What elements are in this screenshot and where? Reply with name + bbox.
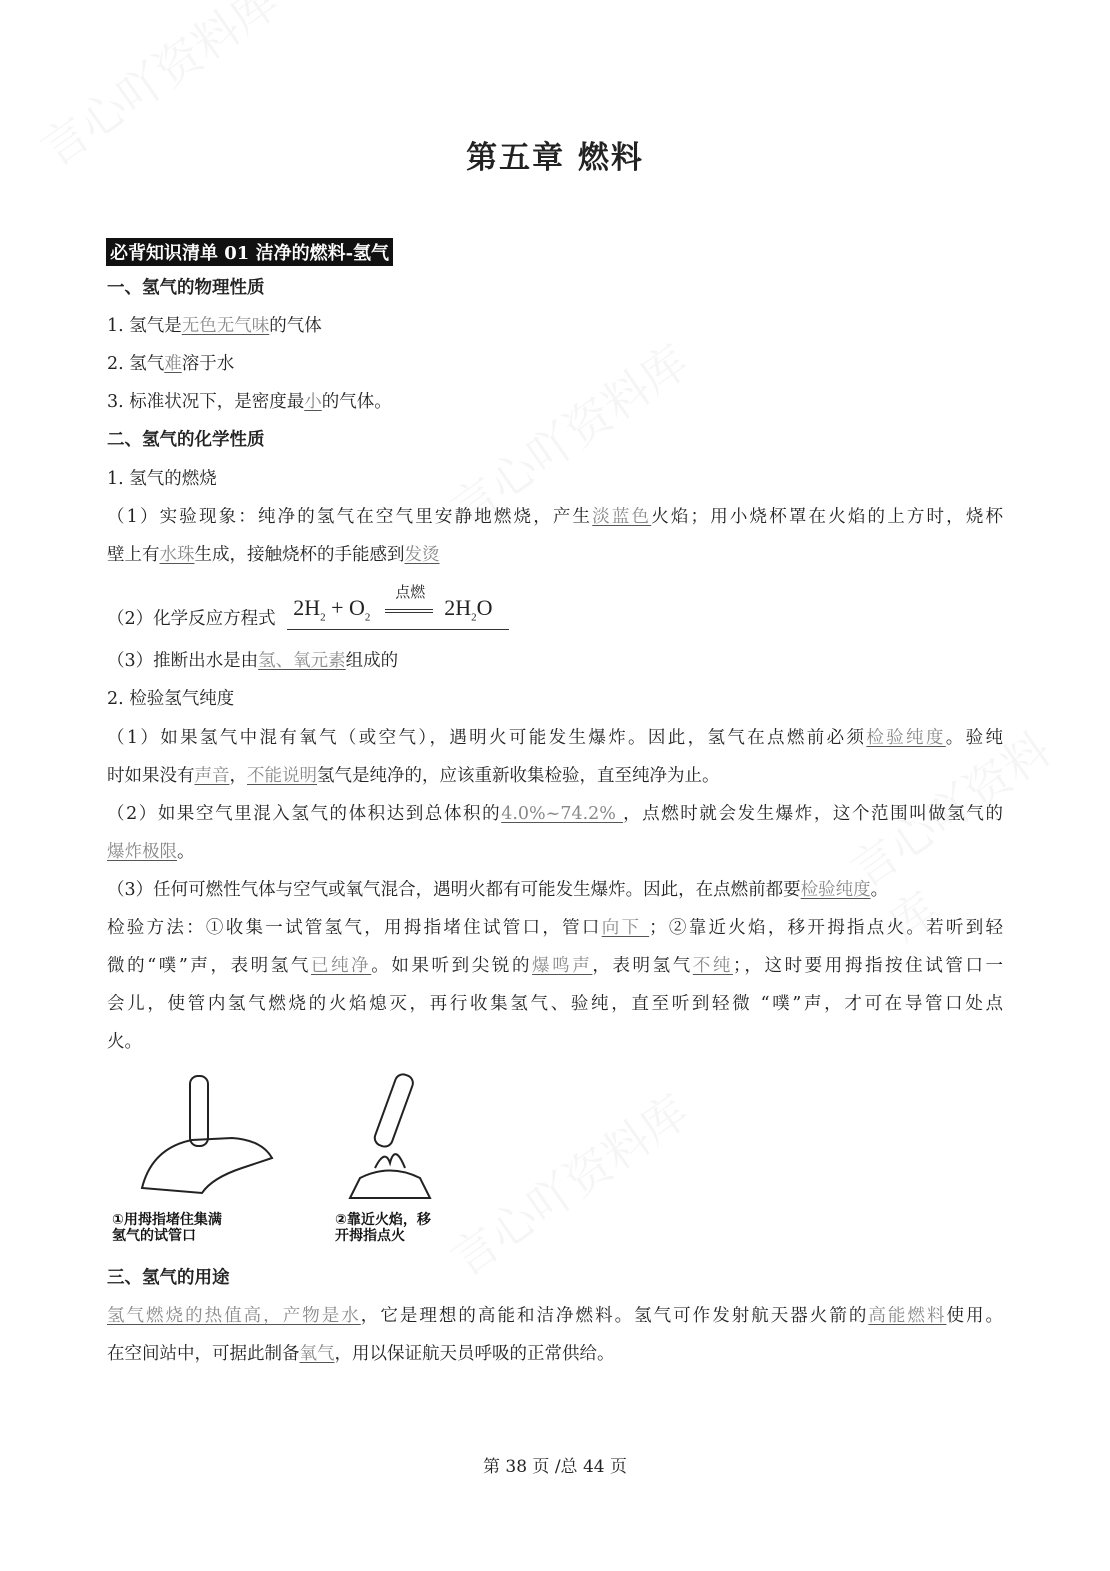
text-segment: 。: [870, 880, 889, 900]
section-heading: [107, 276, 1003, 300]
eq-sub: 2: [320, 611, 326, 624]
text-segment: 火。: [107, 1032, 142, 1052]
text-segment: 三、氢气的用途: [107, 1268, 230, 1288]
figure-caption: ②靠近火焰，移: [335, 1212, 431, 1228]
text-segment: 时如果没有: [107, 766, 195, 786]
text-segment: ，用以保证航天员呼吸的正常供给。: [334, 1344, 615, 1364]
text-segment: ；②靠近火焰，移开拇指点火。若听到轻: [649, 918, 1004, 938]
hand-tube-illustration: [112, 1068, 282, 1208]
text-segment: 1. 氢气是: [107, 316, 182, 336]
text-segment: 壁上有: [107, 545, 160, 565]
flame-tube-illustration: [335, 1068, 475, 1208]
text-line: [107, 505, 1003, 529]
figure-near-flame: [335, 1068, 475, 1244]
answer-blank: 高能燃料: [868, 1306, 947, 1326]
eq-arrow: [385, 609, 433, 613]
eq-o: O: [476, 595, 493, 620]
text-segment: （2）如果空气里混入氢气的体积达到总体积的: [107, 804, 502, 824]
section-heading: [107, 428, 1003, 452]
answer-blank: 4.0%~74.2%: [501, 804, 624, 824]
text-segment: ，表明氢气: [592, 956, 693, 976]
figure-caption: ①用拇指堵住集满: [112, 1212, 222, 1228]
answer-blank: 氧气: [299, 1344, 335, 1364]
text-segment: 2. 检验氢气纯度: [107, 689, 235, 709]
answer-blank: 不能说明: [247, 766, 317, 786]
text-segment: （3）推断出水是由: [107, 651, 259, 671]
text-segment: ；，这时要用拇指按住试管口一: [733, 956, 1004, 976]
text-segment: 的气体: [269, 316, 322, 336]
text-line: [107, 878, 1003, 902]
eq-h2: 2H: [293, 595, 321, 620]
text-line: [107, 916, 1003, 940]
text-segment: 使用。: [946, 1306, 1004, 1326]
text-segment: （1）如果氢气中混有氧气（或空气），遇明火可能发生爆炸。因此，氢气在点燃前必须: [107, 728, 867, 748]
eq-o2: + O: [325, 595, 365, 620]
text-segment: 3. 标准状况下，是密度最: [107, 392, 305, 412]
answer-blank: 检验纯度: [866, 728, 946, 748]
answer-blank: 氢气燃烧的热值高，产物是水: [107, 1306, 361, 1326]
text-segment: 。: [177, 842, 195, 862]
answer-blank: 爆鸣声: [532, 956, 593, 976]
chemical-equation: [287, 583, 509, 630]
text-line: [107, 390, 1003, 414]
text-line: [107, 543, 1003, 567]
eq-condition: 点燃: [395, 583, 426, 601]
text-line: [107, 1342, 1003, 1366]
section-heading: [107, 1266, 1003, 1290]
page-footer: 第 38 页 /总 44 页: [482, 1457, 627, 1477]
text-segment: 的气体。: [321, 392, 392, 412]
answer-blank: 检验纯度: [800, 880, 871, 900]
text-segment: 生成，接触烧杯的手能感到: [194, 545, 405, 565]
text-segment: 氢气是纯净的，应该重新收集检验，直至纯净为止。: [317, 766, 720, 786]
text-line: [107, 1030, 1003, 1054]
text-segment: ，它是理想的高能和洁净燃料。氢气可作发射航天器火箭的: [360, 1306, 869, 1326]
figure-caption: 开拇指点火: [335, 1228, 405, 1244]
text-segment: ，: [229, 766, 247, 786]
text-segment: （3）任何可燃性气体与空气或氧气混合，遇明火都有可能发生爆炸。因此，在点燃前都要: [107, 880, 801, 900]
answer-blank: 小: [304, 392, 322, 412]
text-line: [107, 992, 1003, 1016]
eq-h2o: 2H: [444, 595, 472, 620]
text-line: [107, 764, 1003, 788]
text-segment: 1. 氢气的燃烧: [107, 469, 217, 489]
answer-blank: 声音: [194, 766, 230, 786]
text-line: [107, 649, 1003, 673]
text-segment: 会儿，使管内氢气燃烧的火焰熄灭，再行收集氢气、验纯，直至听到轻微 “噗”声，才可在导管口处点: [107, 994, 1003, 1014]
figure-caption: 氢气的试管口: [112, 1228, 196, 1244]
section-banner: 必背知识清单 01 洁净的燃料-氢气: [106, 238, 393, 266]
text-segment: 微的“噗”声，表明氢气: [107, 956, 311, 976]
text-line: [107, 314, 1003, 338]
answer-blank: 难: [164, 354, 182, 374]
text-line: [107, 954, 1003, 978]
answer-blank: 向下: [601, 918, 650, 938]
chapter-title: 第五章 燃料: [466, 140, 644, 176]
text-segment: 溶于水: [181, 354, 235, 374]
answer-blank: 发烫: [404, 545, 440, 565]
equation-line: [107, 583, 509, 630]
answer-blank: 氢、氧元素: [258, 651, 346, 671]
eq-sub: 2: [364, 611, 371, 624]
text-line: [107, 726, 1003, 750]
text-segment: 火焰；用小烧杯罩在火焰的上方时，烧杯: [651, 507, 1004, 527]
text-line: [107, 687, 1003, 711]
answer-blank: 已纯净: [310, 956, 372, 976]
watermark: [436, 1077, 700, 1289]
equation-label: （2）化学反应方程式: [107, 609, 276, 629]
text-line: [107, 467, 1003, 491]
text-line: [107, 802, 1003, 826]
text-line: [107, 352, 1003, 376]
text-line: [107, 840, 1003, 864]
text-segment: 。如果听到尖锐的: [371, 956, 533, 976]
text-segment: 一、氢气的物理性质: [107, 278, 265, 298]
text-segment: （1）实验现象：纯净的氢气在空气里安静地燃烧，产生: [107, 507, 593, 527]
text-segment: 2. 氢气: [107, 354, 165, 374]
answer-blank: 淡蓝色: [592, 507, 652, 527]
text-segment: ，点燃时就会发生爆炸，这个范围叫做氢气的: [623, 804, 1004, 824]
text-segment: 检验方法：①收集一试管氢气，用拇指堵住试管口，管口: [107, 918, 602, 938]
text-segment: 组成的: [345, 651, 399, 671]
answer-blank: 无色无气味: [181, 316, 270, 336]
answer-blank: 爆炸极限: [107, 842, 177, 862]
text-segment: 在空间站中，可据此制备: [107, 1344, 300, 1364]
eq-sub: 2: [471, 611, 477, 624]
text-segment: 。验纯: [945, 728, 1003, 748]
figure-thumb-on-tube: [112, 1068, 282, 1244]
text-segment: 二、氢气的化学性质: [107, 430, 265, 450]
answer-blank: 水珠: [159, 545, 195, 565]
text-line: [107, 1304, 1003, 1328]
answer-blank: 不纯: [692, 956, 734, 976]
